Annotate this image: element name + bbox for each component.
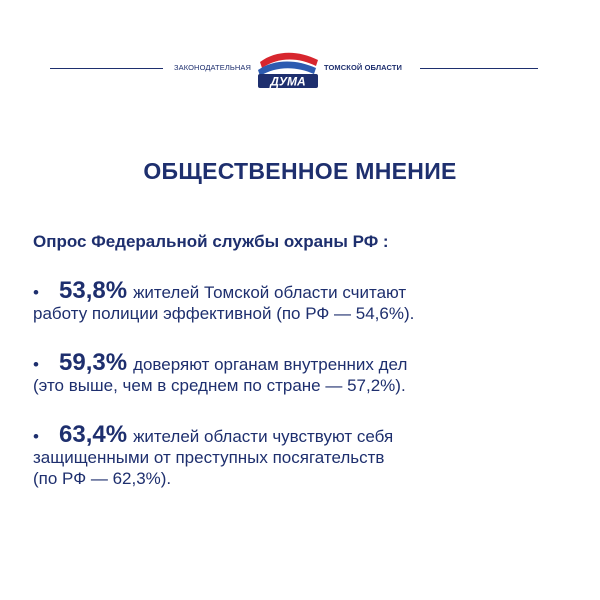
survey-subtitle: Опрос Федеральной службы охраны РФ : [33,232,389,251]
bullet-line: работу полиции эффективной (по РФ — 54,6%). [33,304,415,323]
bullet-percent: 63,4% [59,421,128,448]
bullet-line: жителей области чувствуют себя [133,427,394,446]
bullet-line: доверяют органам внутренних дел [133,355,408,374]
bullet-marker: • [33,427,39,446]
header-rule-right [420,68,538,69]
header-left-text: ЗАКОНОДАТЕЛЬНАЯ [174,63,251,72]
bullet-item [33,421,533,489]
bullet-line: (по РФ — 62,3%). [33,469,172,488]
duma-logo [254,48,322,90]
bullet-marker: • [33,355,39,374]
header-right-text: ТОМСКОЙ ОБЛАСТИ [324,63,403,72]
bullet-line: защищенными от преступных посягательств [33,448,385,467]
bullet-item [33,277,533,324]
bullet-percent: 53,8% [59,277,128,304]
bullet-item [33,349,533,396]
page-title: ОБЩЕСТВЕННОЕ МНЕНИЕ [143,158,457,184]
bullet-marker: • [33,283,39,302]
page-header [0,42,600,96]
bullet-percent: 59,3% [59,349,128,376]
bullet-line: (это выше, чем в среднем по стране — 57,2%). [33,376,406,395]
header-rule-left [50,68,163,69]
bullet-line: жителей Томской области считают [133,283,407,302]
logo-text: ДУМА [270,74,306,89]
